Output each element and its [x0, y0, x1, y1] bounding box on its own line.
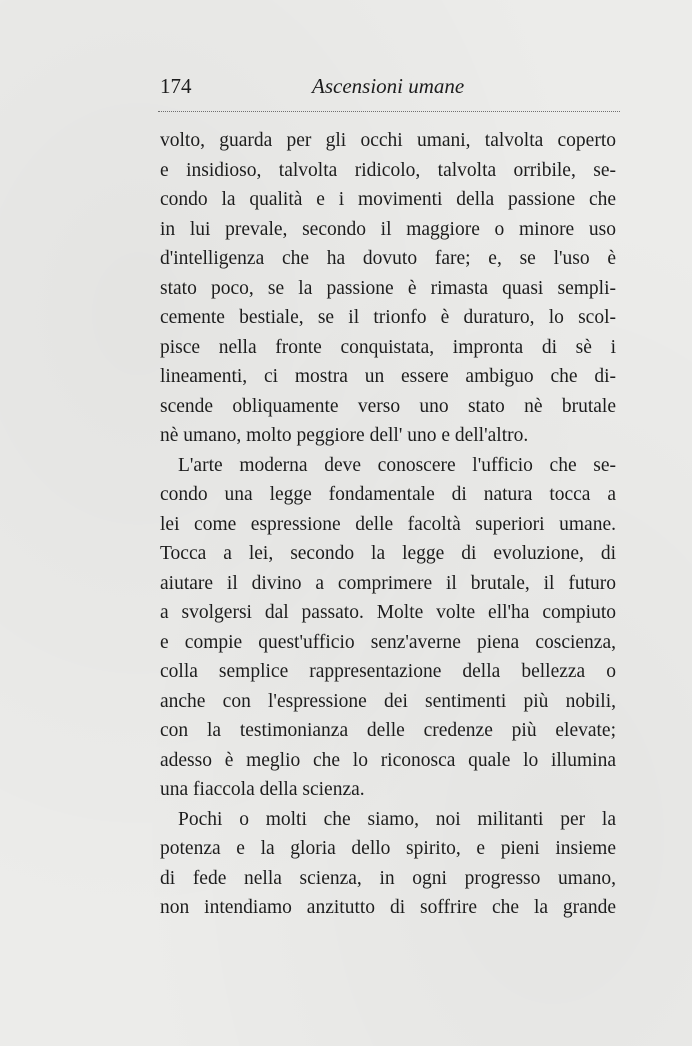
text-line: anche con l'espressione dei sentimenti più nobili, — [160, 690, 616, 712]
text-line: d'intelligenza che ha dovuto fare; e, se l'uso è — [160, 248, 616, 269]
text-line: lineamenti, ci mostra un essere ambiguo che di- — [160, 366, 616, 387]
text-line: nè umano, molto peggiore dell' uno e dell'altro. — [160, 425, 529, 446]
text-line: e compie quest'ufficio senz'averne piena coscienza, — [160, 631, 616, 653]
text-line: pisce nella fronte conquistata, impronta di sè i — [160, 336, 616, 358]
text-line: non intendiamo anzitutto di soffrire che la grande — [160, 897, 616, 918]
text-line: potenza e la gloria dello spirito, e pieni insieme — [160, 838, 616, 859]
text-line: Tocca a lei, secondo la legge di evoluzione, di — [160, 543, 616, 564]
paragraph — [160, 451, 616, 805]
paragraph — [160, 126, 616, 451]
paragraph — [160, 805, 616, 923]
text-line: colla semplice rappresentazione della bellezza o — [160, 661, 616, 682]
text-line: L'arte moderna deve conoscere l'ufficio che se- — [178, 454, 616, 476]
text-line: volto, guarda per gli occhi umani, talvolta coperto — [160, 130, 616, 151]
text-line: condo la qualità e i movimenti della passione che — [160, 189, 616, 210]
text-line: con la testimonianza delle credenze più elevate; — [160, 720, 616, 741]
text-line: di fede nella scienza, in ogni progresso umano, — [160, 867, 616, 889]
text-line: condo una legge fondamentale di natura tocca a — [160, 484, 616, 505]
text-line: adesso è meglio che lo riconosca quale lo illumina — [160, 749, 616, 771]
text-line: e insidioso, talvolta ridicolo, talvolta orribile, se- — [160, 159, 616, 181]
text-line: in lui prevale, secondo il maggiore o minore uso — [160, 218, 616, 240]
text-line: lei come espressione delle facoltà superiori umane. — [160, 513, 616, 535]
page-header — [160, 74, 620, 104]
body-text — [160, 126, 616, 923]
text-line: scende obliquamente verso uno stato nè brutale — [160, 395, 616, 417]
text-line: cemente bestiale, se il trionfo è duraturo, lo scol- — [160, 307, 616, 328]
text-line: a svolgersi dal passato. Molte volte ell'ha compiuto — [160, 602, 616, 623]
header-rule — [158, 111, 620, 112]
text-line: Pochi o molti che siamo, noi militanti per la — [178, 808, 616, 830]
text-line: stato poco, se la passione è rimasta quasi sempli- — [160, 277, 616, 299]
text-line: aiutare il divino a comprimere il brutale, il futuro — [160, 572, 616, 594]
running-title: Ascensioni umane — [312, 74, 465, 98]
page-number: 174 — [160, 74, 192, 98]
text-line: una fiaccola della scienza. — [160, 779, 365, 800]
